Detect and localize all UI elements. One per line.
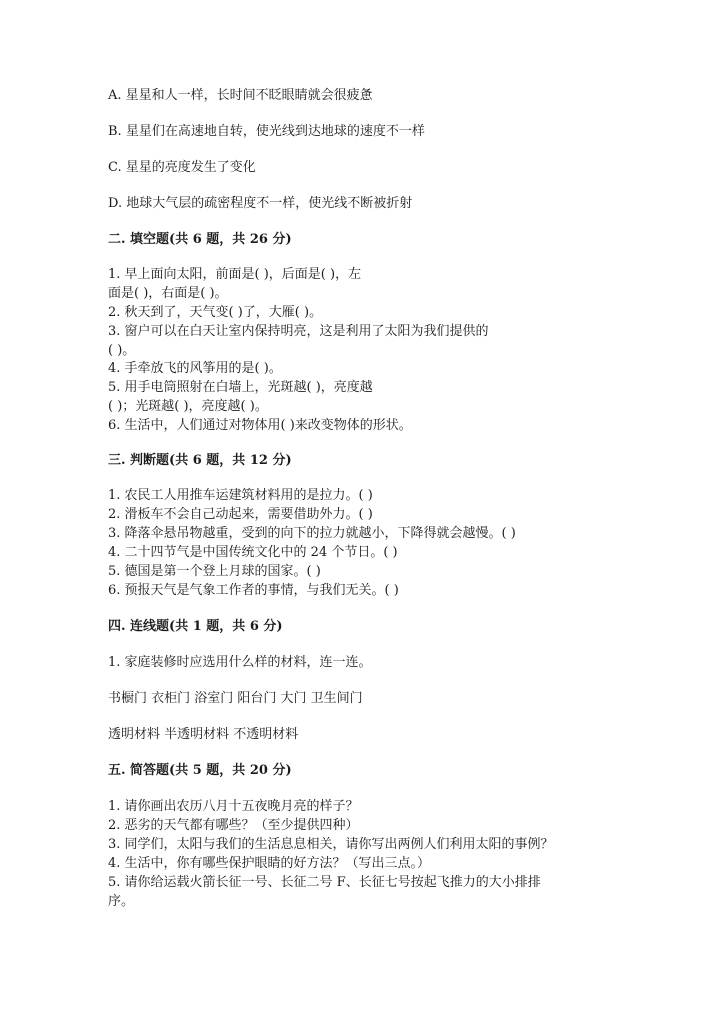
match-materials-row: 透明材料 半透明材料 不透明材料 bbox=[108, 727, 299, 742]
fill-q1-line2: 面是( )，右面是( )。 bbox=[108, 286, 228, 301]
short-q2: 2. 恶劣的天气都有哪些？（至少提供四种） bbox=[108, 818, 359, 833]
judge-q6: 6. 预报天气是气象工作者的事情，与我们无关。( ) bbox=[108, 583, 399, 598]
fill-q1-line1: 1. 早上面向太阳，前面是( )，后面是( )，左 bbox=[108, 267, 362, 282]
short-q1: 1. 请你画出农历八月十五夜晚月亮的样子？ bbox=[108, 799, 359, 814]
match-q1: 1. 家庭装修时应选用什么样的材料，连一连。 bbox=[108, 655, 372, 670]
fill-q2: 2. 秋天到了，天气变( )了，大雁( )。 bbox=[108, 305, 323, 320]
judge-q1: 1. 农民工人用推车运建筑材料用的是拉力。( ) bbox=[108, 488, 373, 503]
option-b: B. 星星们在高速地自转，使光线到达地球的速度不一样 bbox=[108, 124, 425, 139]
match-doors-row: 书橱门 衣柜门 浴室门 阳台门 大门 卫生间门 bbox=[108, 691, 363, 706]
judge-q2: 2. 滑板车不会自己动起来，需要借助外力。( ) bbox=[108, 507, 373, 522]
short-q4: 4. 生活中，你有哪些保护眼睛的好方法？（写出三点。） bbox=[108, 856, 431, 871]
short-q3: 3. 同学们，太阳与我们的生活息息相关，请你写出两例人们利用太阳的事例？ bbox=[108, 837, 554, 852]
short-section-heading: 五. 简答题(共 5 题，共 20 分) bbox=[108, 763, 292, 778]
fill-q5-line2: ( )；光斑越( )，亮度越( )。 bbox=[108, 399, 268, 414]
fill-section-heading: 二. 填空题(共 6 题，共 26 分) bbox=[108, 232, 292, 247]
fill-q3-line2: ( )。 bbox=[108, 343, 136, 358]
option-d: D. 地球大气层的疏密程度不一样，使光线不断被折射 bbox=[108, 196, 413, 211]
option-c: C. 星星的亮度发生了变化 bbox=[108, 160, 256, 175]
fill-q6: 6. 生活中，人们通过对物体用( )来改变物体的形状。 bbox=[108, 418, 412, 433]
short-q5-line2: 序。 bbox=[108, 894, 135, 909]
judge-section-heading: 三. 判断题(共 6 题，共 12 分) bbox=[108, 453, 292, 468]
fill-q4: 4. 手牵放飞的风筝用的是( )。 bbox=[108, 361, 282, 376]
judge-q4: 4. 二十四节气是中国传统文化中的 24 个节日。( ) bbox=[108, 545, 398, 560]
match-section-heading: 四. 连线题(共 1 题，共 6 分) bbox=[108, 619, 283, 634]
judge-q5: 5. 德国是第一个登上月球的国家。( ) bbox=[108, 564, 321, 579]
fill-q5-line1: 5. 用手电筒照射在白墙上，光斑越( )，亮度越 bbox=[108, 380, 373, 395]
short-q5-line1: 5. 请你给运载火箭长征一号、长征二号 F、长征七号按起飞推力的大小排排 bbox=[108, 875, 541, 890]
fill-q3-line1: 3. 窗户可以在白天让室内保持明亮，这是利用了太阳为我们提供的 bbox=[108, 324, 489, 339]
option-a: A. 星星和人一样，长时间不眨眼睛就会很疲惫 bbox=[108, 88, 373, 103]
judge-q3: 3. 降落伞悬吊物越重，受到的向下的拉力就越小，下降得就会越慢。( ) bbox=[108, 526, 516, 541]
